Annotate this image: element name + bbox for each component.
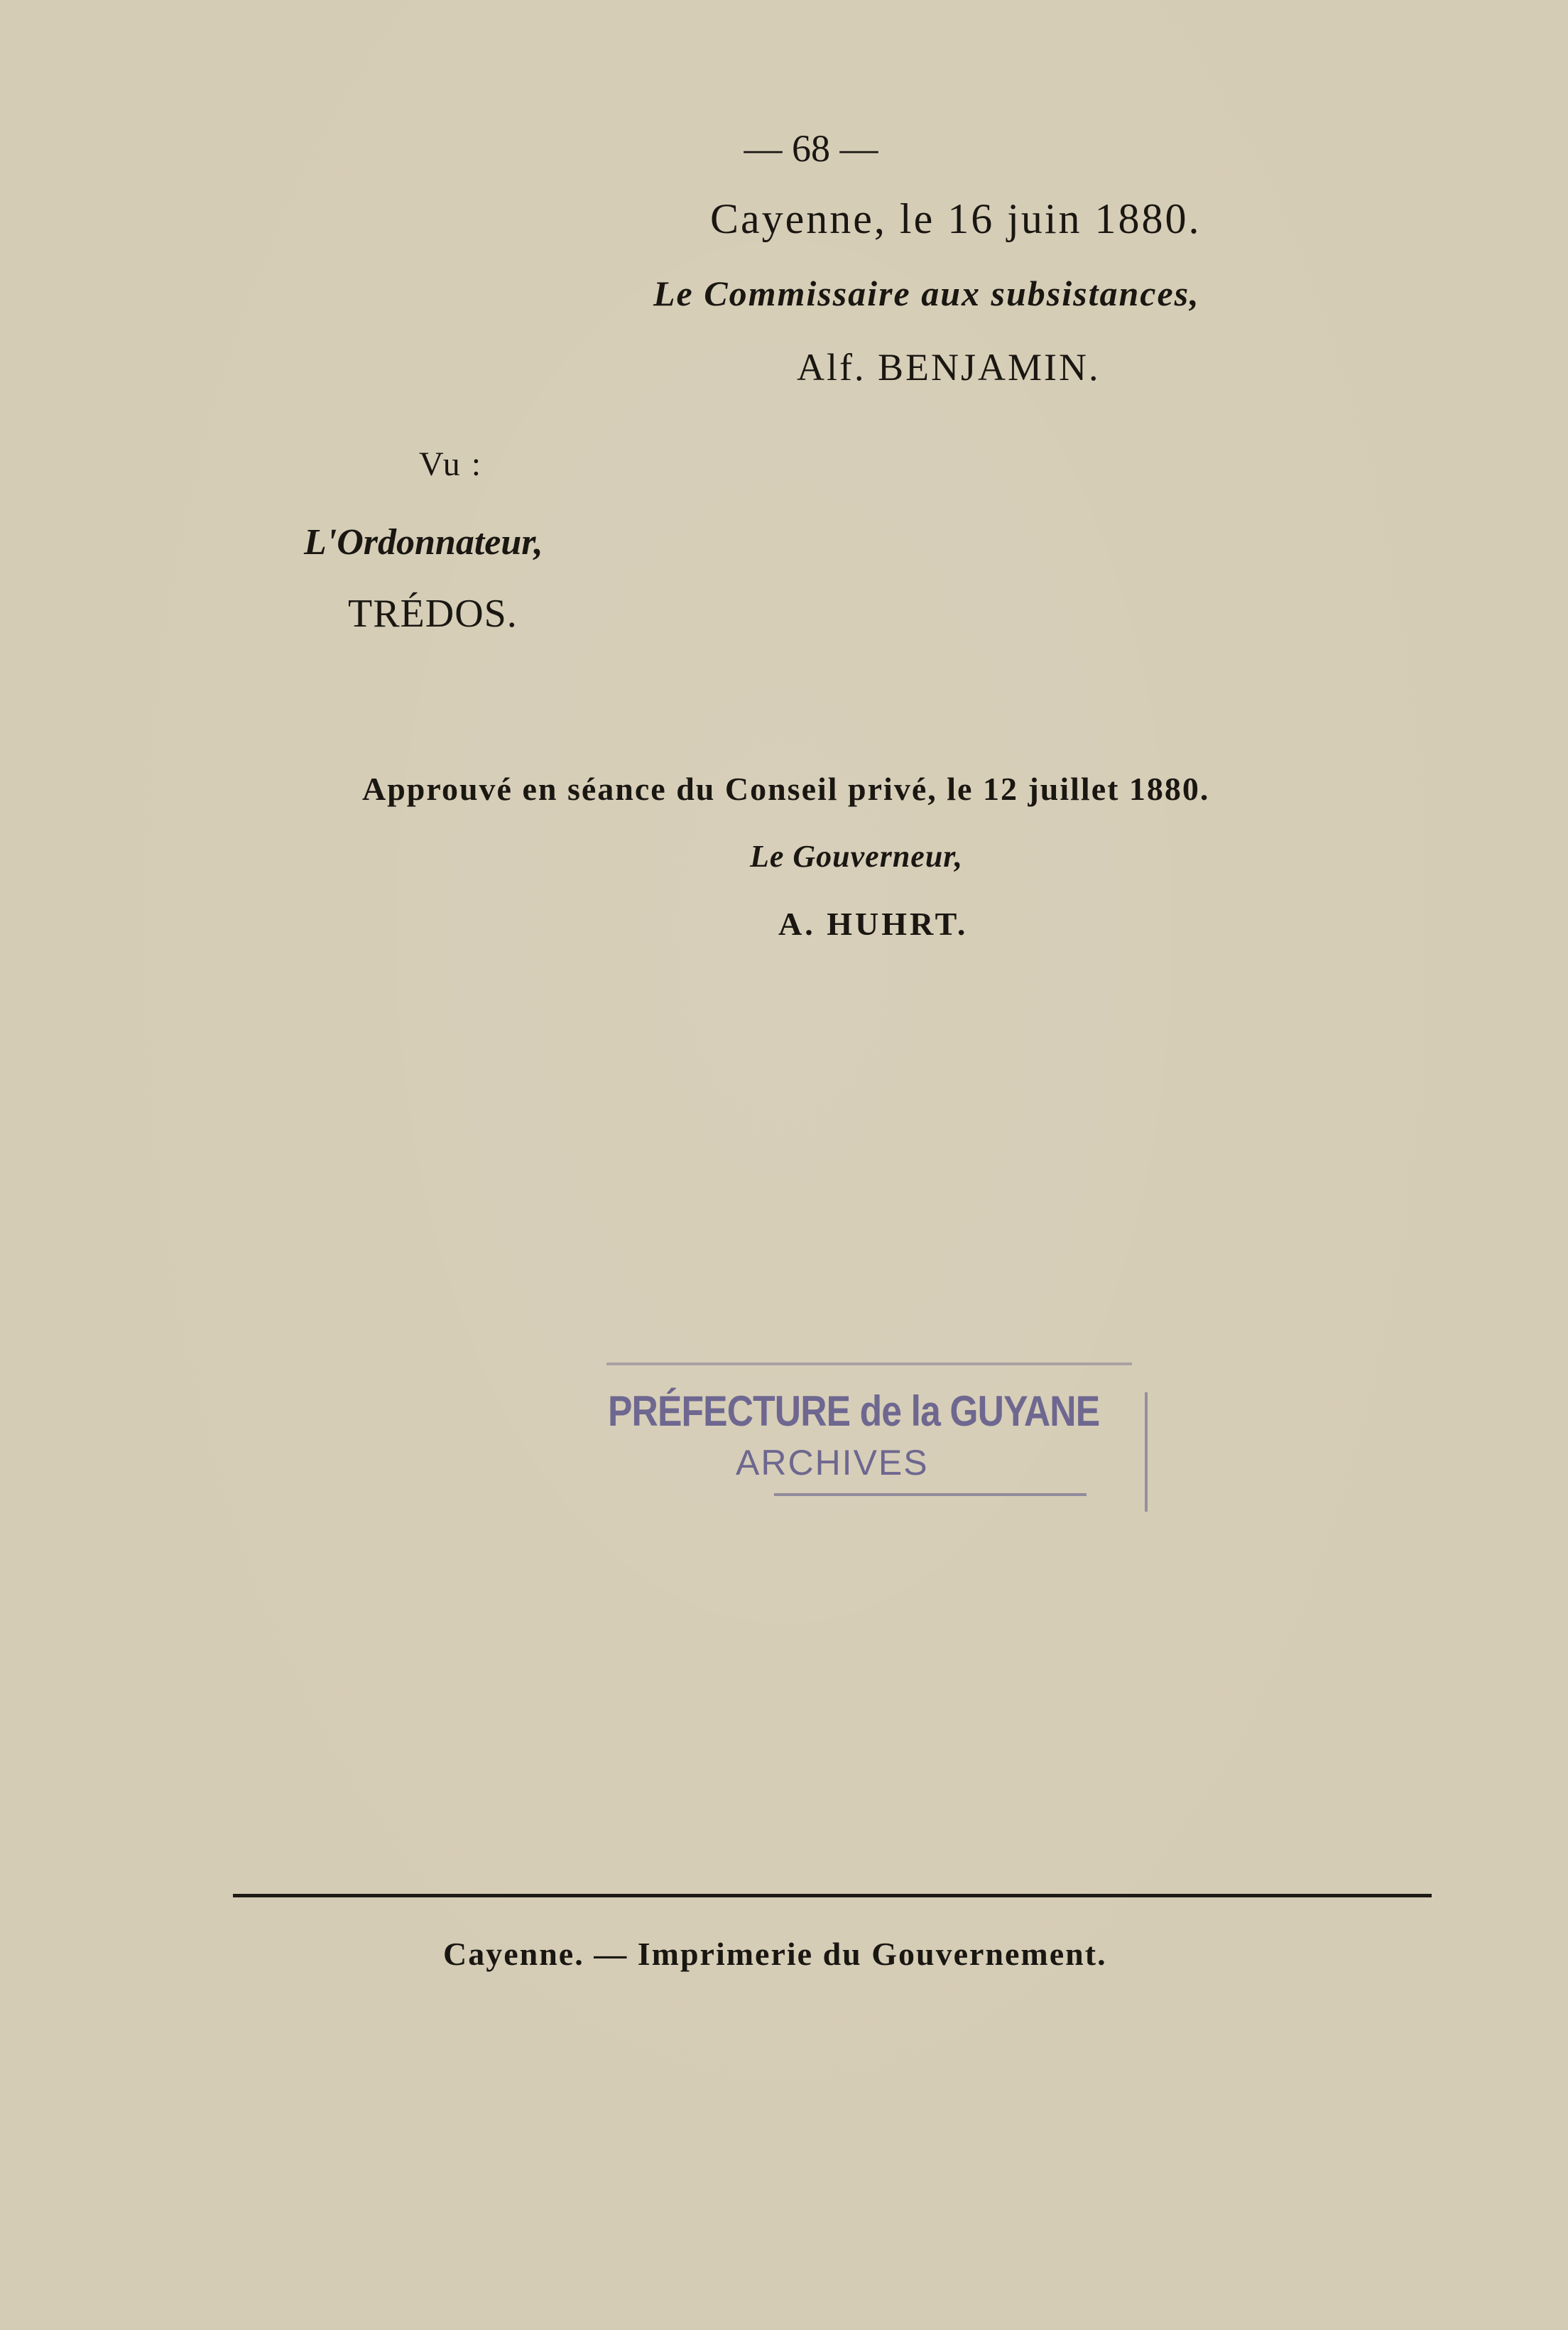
- stamp-line-archives: ARCHIVES: [736, 1443, 929, 1483]
- gouverneur-name: A. HUHRT.: [778, 906, 969, 942]
- archive-stamp: [568, 1350, 1158, 1520]
- ordonnateur-title: L'Ordonnateur,: [304, 522, 543, 563]
- visa-label: Vu :: [419, 445, 483, 483]
- stamp-top-rule: [606, 1362, 1132, 1365]
- stamp-right-rule: [1145, 1392, 1148, 1512]
- approval-text: Approuvé en séance du Conseil privé, le 12 juillet 1880.: [362, 771, 1210, 807]
- place-date: Cayenne, le 16 juin 1880.: [710, 195, 1202, 242]
- ordonnateur-name: TRÉDOS.: [348, 592, 518, 636]
- stamp-line-prefecture: PRÉFECTURE de la GUYANE: [608, 1387, 1100, 1435]
- stamp-bottom-rule: [774, 1493, 1087, 1496]
- commissaire-name: Alf. BENJAMIN.: [797, 346, 1101, 389]
- commissaire-title: Le Commissaire aux subsistances,: [653, 273, 1200, 313]
- page-number: — 68 —: [744, 127, 878, 170]
- footer-rule: [233, 1894, 1432, 1897]
- footer-imprint: Cayenne. — Imprimerie du Gouvernement.: [443, 1936, 1107, 1972]
- gouverneur-title: Le Gouverneur,: [750, 839, 963, 874]
